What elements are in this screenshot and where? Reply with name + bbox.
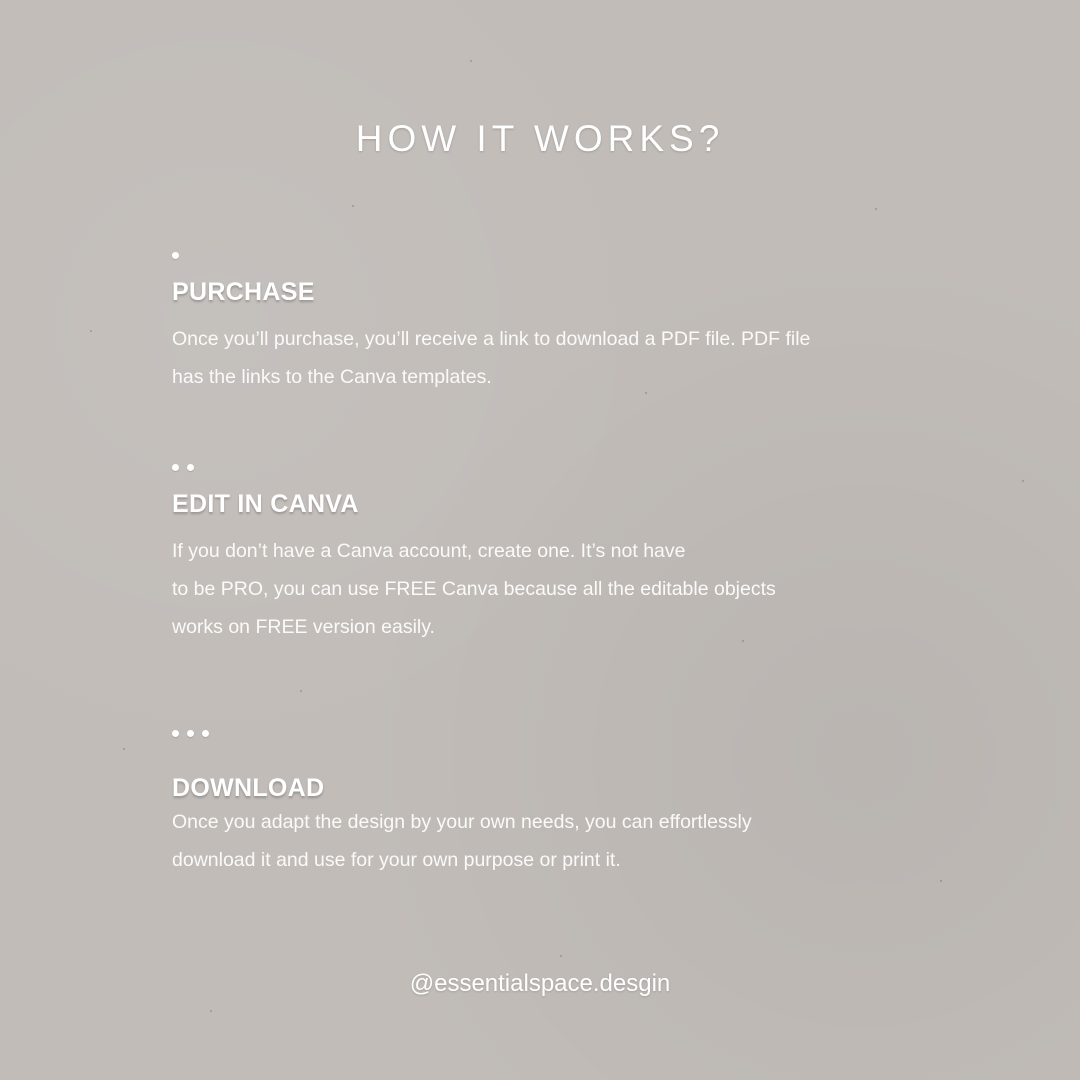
step-edit-in-canva	[172, 462, 972, 646]
social-handle: @essentialspace.desgin	[409, 970, 671, 997]
step-marker-dots	[172, 728, 972, 738]
step-description	[172, 320, 972, 396]
step-description	[172, 532, 972, 646]
step-title: DOWNLOAD	[172, 774, 325, 802]
bullet-dot-icon	[172, 464, 179, 471]
bullet-dot-icon	[187, 730, 194, 737]
step-description-line: Once you’ll purchase, you’ll receive a link to download a PDF file. PDF file	[172, 328, 811, 350]
step-download	[172, 728, 972, 879]
step-purchase	[172, 250, 972, 396]
step-description-line: to be PRO, you can use FREE Canva because all the editable objects	[172, 578, 776, 600]
step-marker-dots	[172, 250, 972, 260]
step-description-line: If you don’t have a Canva account, create one. It’s not have	[172, 540, 686, 562]
bullet-dot-icon	[172, 252, 179, 259]
bullet-dot-icon	[202, 730, 209, 737]
step-description-line: has the links to the Canva templates.	[172, 366, 492, 388]
step-marker-dots	[172, 462, 972, 472]
step-description	[172, 803, 972, 879]
step-description-line: works on FREE version easily.	[172, 616, 435, 638]
page-title: HOW IT WORKS?	[355, 118, 725, 159]
bullet-dot-icon	[187, 464, 194, 471]
bullet-dot-icon	[172, 730, 179, 737]
step-description-line: Once you adapt the design by your own needs, you can effortlessly	[172, 811, 752, 833]
step-description-line: download it and use for your own purpose or print it.	[172, 849, 621, 871]
step-title: EDIT IN CANVA	[172, 490, 359, 518]
step-title: PURCHASE	[172, 278, 315, 306]
